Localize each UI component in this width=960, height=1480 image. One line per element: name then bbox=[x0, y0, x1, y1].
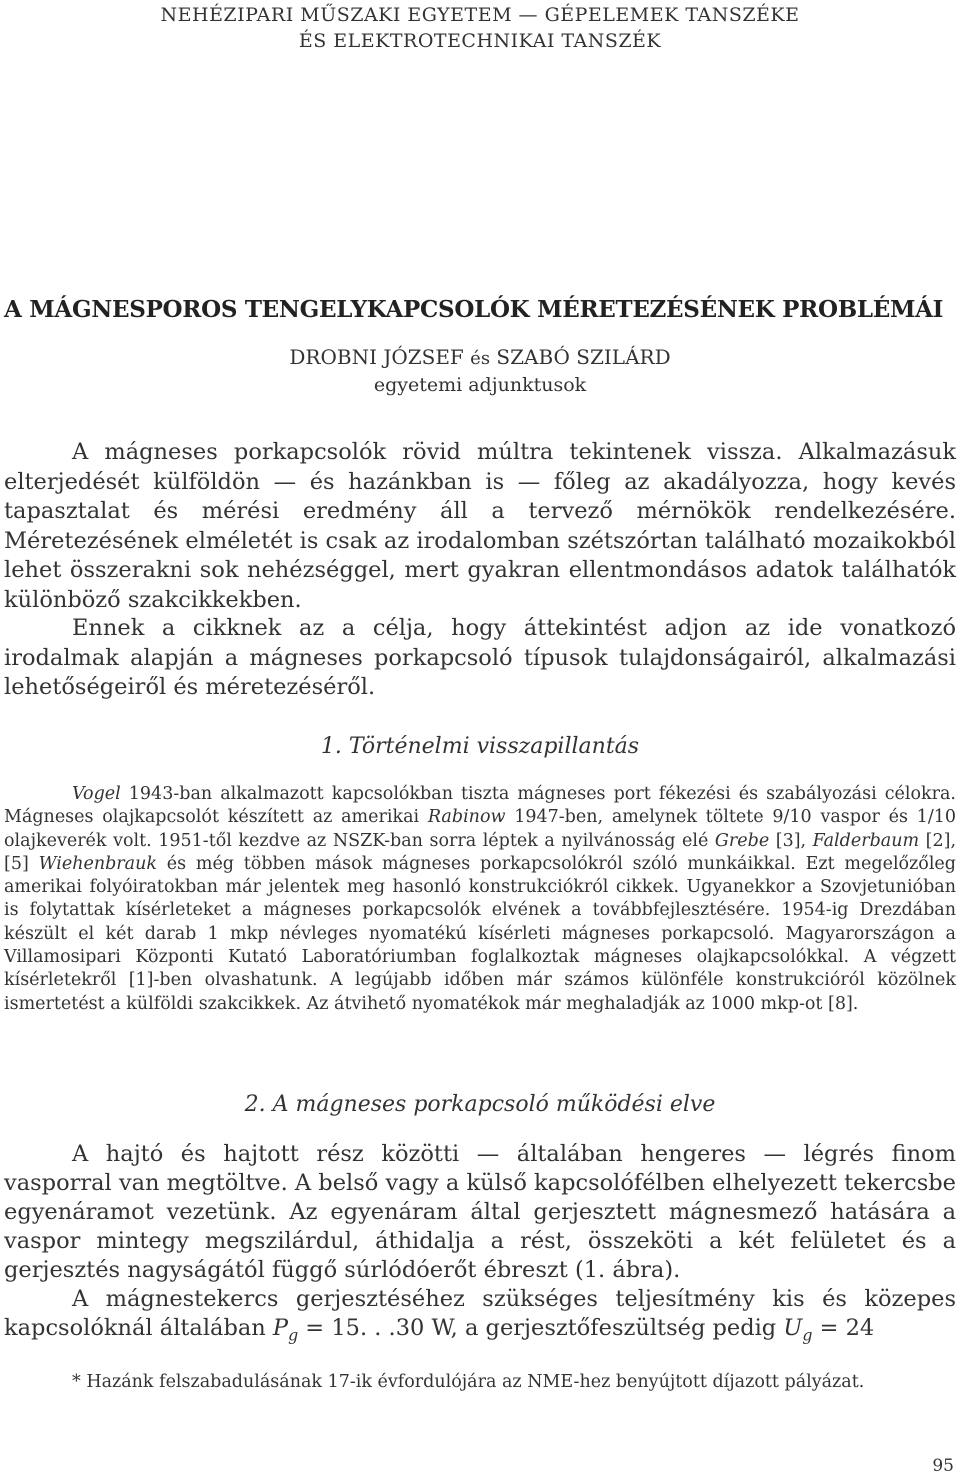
section-1-text-5: és még többen mások mágneses porkapcsolókról szóló munkáikkal. Ezt megelőzőleg amerikai folyóiratokban már jelentek meg hasonló konstrukciókról cikkek. Ugyanekkor a Szovjetunióban is folytattak kísérleteket a mágneses porkapcsolók elvének a továbbfejlesztésére. 1954-ig Drezdában készült el két darab 1 mkp névleges nyomatékú kísérleti mágneses porkapcsoló. Magyarországon a Villamosipari Központi Kutató Laboratóriumban foglalkoztak mágneses olajkapcsolókkal. A végzett kísérletekről [1]-ben olvashatunk. A legújabb időben már számos különféle konstrukcióról közölnek ismertetést a külföldi szakcikkek. Az átvihető nyomatékok már meghaladják az 1000 mkp-ot [8]. bbox=[4, 853, 956, 1014]
symbol-p-subscript: g bbox=[288, 1325, 299, 1345]
section-2-paragraph-2 bbox=[4, 1285, 956, 1350]
intro-paragraph-2: Ennek a cikknek az a célja, hogy áttekintést adjon az ide vonatkozó irodalmak alapján a mágneses porkapcsoló típusok tulajdonságairól, alkalmazási lehetőségeiről és méretezéséről. bbox=[4, 615, 956, 700]
author-ref-wiehenbrauk: Wiehenbrauk bbox=[38, 853, 157, 874]
section-2-paragraph-1: A hajtó és hajtott rész közötti — általában hengeres — légrés finom vasporral van megtöltve. A belső vagy a külső kapcsolófélben elhelyezett tekercsbe egyenáramot vezetünk. Az egyenáram által gerjesztett mágnesmező hatására a vaspor mintegy megszilárdul, áthidalja a rést, összeköti a két felületet és a gerjesztés nagyságától függő súrlódóerőt ébreszt (1. ábra). bbox=[4, 1141, 956, 1283]
section-1-text-2: 1947-ben, amelynek töltete 9/10 vaspor és 1/10 olajkeverék volt. 1951-től kezdve az NSZK-ban sorra léptek a nyilvánosság elé bbox=[4, 807, 956, 851]
section-1-text-4: [2], [5] bbox=[4, 830, 957, 874]
symbol-u: U bbox=[783, 1315, 803, 1341]
section-2-text-a: A mágnestekercs gerjesztéséhez szükséges teljesítmény kis és közepes kapcsolóknál általában bbox=[4, 1286, 956, 1341]
symbol-p: P bbox=[272, 1315, 289, 1341]
footnote: * Hazánk felszabadulásának 17-ik évfordulójára az NME-hez benyújtott díjazott pályázat. bbox=[72, 1372, 865, 1392]
author-ref-vogel: Vogel bbox=[72, 784, 121, 804]
section-2-title: 2. A mágneses porkapcsoló működési elve bbox=[244, 1092, 716, 1117]
institution-header-line2: ÉS ELEKTROTECHNIKAI TANSZÉK bbox=[298, 30, 662, 52]
author-affiliation: egyetemi adjunktusok bbox=[373, 374, 587, 396]
author-ref-falderbaum: Falderbaum bbox=[812, 830, 920, 851]
authors-line bbox=[0, 345, 960, 369]
author-ref-rabinow: Rabinow bbox=[427, 807, 506, 828]
section-1-paragraph bbox=[4, 783, 956, 1016]
author-name-2: SZABÓ SZILÁRD bbox=[496, 345, 671, 369]
page-number: 95 bbox=[932, 1456, 954, 1476]
section-1-text-3: [3], bbox=[769, 830, 813, 851]
section-1-text-1: 1943-ban alkalmazott kapcsolókban tiszta mágneses port fékezési és szabályozási célokra. Mágneses olajkapcsolót készített az amerikai bbox=[4, 784, 956, 828]
author-ref-grebe: Grebe bbox=[714, 830, 770, 851]
section-1-title: 1. Történelmi visszapillantás bbox=[320, 734, 640, 759]
intro-paragraph-1: A mágneses porkapcsolók rövid múltra tekintenek vissza. Alkalmazásuk elterjedését külföldön — és hazánkban is — főleg az akadályozza, hogy kevés tapasztalat és mérési eredmény áll a tervező mérnökök rendelkezésére. Méretezésének elméletét is csak az irodalomban szétszórtan található mozaikokból lehet összerakni sok nehézséggel, mert gyakran ellentmondásos adatok találhatók különböző szakcikkekben. bbox=[4, 439, 956, 613]
institution-header-line1: NEHÉZIPARI MŰSZAKI EGYETEM — GÉPELEMEK TANSZÉKE bbox=[160, 4, 800, 26]
section-2-text-b: = 15. . .30 W, a gerjesztőfeszültség pedig bbox=[298, 1315, 784, 1341]
article-title: A MÁGNESPOROS TENGELYKAPCSOLÓK MÉRETEZÉSÉNEK PROBLÉMÁI bbox=[4, 296, 944, 323]
author-conjunction: és bbox=[470, 348, 491, 369]
symbol-u-subscript: g bbox=[802, 1325, 813, 1345]
section-2-text-c: = 24 bbox=[812, 1315, 875, 1341]
author-name-1: DROBNI JÓZSEF bbox=[289, 345, 464, 369]
